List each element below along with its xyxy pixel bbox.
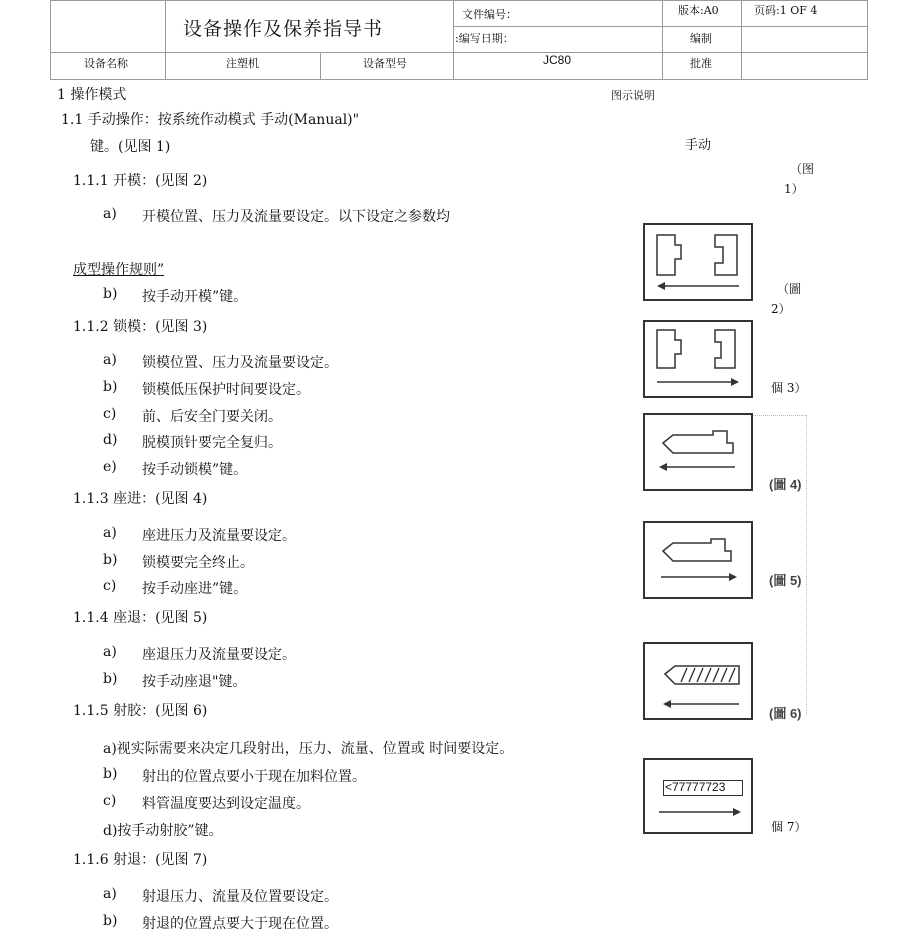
figure-3-mold-close — [643, 320, 753, 398]
guide-line — [806, 415, 807, 715]
doc-number-label: 文件编号： — [462, 8, 517, 21]
page-label: 页码:1 OF 4 — [754, 4, 818, 17]
fig7-display: <77777723 — [665, 780, 726, 794]
s112-b-mark: b) — [103, 379, 118, 395]
s113-title: 1.1.3 座进：(见图 4) — [73, 491, 208, 507]
s114-title: 1.1.4 座退：(见图 5) — [73, 610, 208, 626]
s111-a-mark: a) — [103, 206, 117, 222]
model-value: JC80 — [543, 53, 572, 67]
figure-header: 图示说明 — [611, 89, 655, 102]
equip-name-value: 注塑机 — [226, 57, 259, 70]
s115-c-mark: c) — [103, 793, 117, 809]
mold-close-icon — [645, 322, 751, 396]
s114-a-text: 座退压力及流量要设定。 — [142, 647, 296, 663]
manual-intro-line1: 1.1 手动操作：按系统作动模式 手动(Manual)" — [61, 112, 360, 128]
s114-a-mark: a) — [103, 644, 117, 660]
s113-a-text: 座进压力及流量要设定。 — [142, 528, 296, 544]
figure-7-suck-back — [643, 758, 753, 834]
fig1-caption-a: （图 — [790, 162, 815, 176]
figure-2-mold-open — [643, 223, 753, 301]
s112-b-text: 锁模低压保护时间要设定。 — [142, 382, 310, 398]
mold-open-icon — [645, 225, 751, 299]
injection-icon — [645, 644, 751, 718]
s111-b-mark: b) — [103, 286, 118, 302]
s112-c-text: 前、后安全门要关闭。 — [142, 409, 282, 425]
fig2-caption-a: （圖 — [777, 282, 802, 296]
suck-back-arrow-icon — [645, 760, 751, 832]
s113-c-text: 按手动座进”键。 — [142, 581, 248, 597]
s111-rule-text: 成型操作规则” — [73, 262, 165, 278]
s116-a-mark: a) — [103, 886, 117, 902]
nozzle-retract-icon — [645, 523, 751, 597]
s115-b-text: 射出的位置点要小于现在加料位置。 — [142, 769, 366, 785]
s116-a-text: 射退压力、流量及位置要设定。 — [142, 889, 338, 905]
s112-c-mark: c) — [103, 406, 117, 422]
s116-b-mark: b) — [103, 913, 118, 929]
version-label: 版本:A0 — [678, 4, 719, 17]
fig2-caption-b: 2） — [771, 302, 791, 316]
s115-b-mark: b) — [103, 766, 118, 782]
s115-a-text: a)视实际需要来决定几段射出，压力、流量、位置或 时间要设定。 — [103, 741, 514, 757]
fig3-caption: 個 3） — [771, 381, 807, 395]
s115-title: 1.1.5 射胶：(见图 6) — [73, 703, 208, 719]
fig4-caption: (圖 4) — [769, 477, 802, 492]
fig7-caption: 個 7） — [771, 820, 807, 834]
date-label: :编写日期： — [455, 32, 514, 45]
equip-name-label: 设备名称 — [84, 57, 128, 70]
doc-title: 设备操作及保养指导书 — [183, 18, 384, 40]
s113-b-text: 锁模要完全终止。 — [142, 555, 254, 571]
figure-4-nozzle-forward — [643, 413, 753, 491]
s116-b-text: 射退的位置点要大于现在位置。 — [142, 916, 338, 932]
fig5-caption: (圖 5) — [769, 573, 802, 588]
s111-a-text: 开模位置、压力及流量要设定。以下设定之参数均 — [142, 209, 450, 225]
manual-label: 手动 — [685, 138, 712, 153]
s113-a-mark: a) — [103, 525, 117, 541]
s112-a-text: 锁模位置、压力及流量要设定。 — [142, 355, 338, 371]
s114-b-mark: b) — [103, 671, 118, 687]
s111-title: 1.1.1 开模：(见图 2) — [73, 173, 208, 189]
fig1-caption-b: 1） — [784, 182, 804, 196]
s112-e-text: 按手动锁模”键。 — [142, 462, 248, 478]
s113-c-mark: c) — [103, 578, 117, 594]
s112-d-text: 脱模顶针要完全复归。 — [142, 435, 282, 451]
s116-title: 1.1.6 射退：(见图 7) — [73, 852, 208, 868]
figure-5-nozzle-retract — [643, 521, 753, 599]
header-table — [50, 0, 868, 80]
s113-b-mark: b) — [103, 552, 118, 568]
s112-a-mark: a) — [103, 352, 117, 368]
fig6-caption: (圖 6) — [769, 706, 802, 721]
s111-b-text: 按手动开模”键。 — [142, 289, 248, 305]
nozzle-forward-icon — [645, 415, 751, 489]
s112-title: 1.1.2 锁模：(见图 3) — [73, 319, 208, 335]
s115-c-text: 料管温度要达到设定温度。 — [142, 796, 310, 812]
prepared-label: 编制 — [690, 32, 712, 45]
guide-line — [752, 415, 806, 416]
s115-d-text: d)按手动射胶”键。 — [103, 823, 223, 839]
s112-d-mark: d) — [103, 432, 118, 448]
s114-b-text: 按手动座退"键。 — [142, 674, 247, 690]
model-label: 设备型号 — [363, 57, 407, 70]
section-title: 1 操作模式 — [57, 87, 127, 103]
figure-6-injection — [643, 642, 753, 720]
manual-intro-line2: 键。(见图 1) — [90, 139, 171, 155]
s112-e-mark: e) — [103, 459, 117, 475]
approve-label: 批准 — [690, 57, 712, 70]
